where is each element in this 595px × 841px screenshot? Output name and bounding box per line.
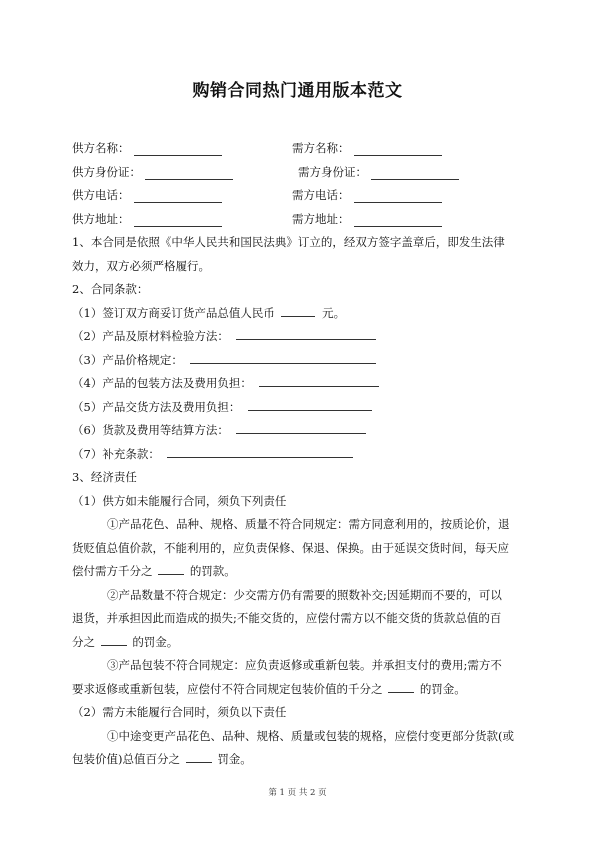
- supplier-phone-label: 供方电话：: [72, 188, 130, 202]
- clause-1-line-1: 1、本合同是依照《中华人民共和国民法典》订立的，经双方签字盖章后，即发生法律: [72, 235, 505, 249]
- supplier-item-2-text: 分之: [72, 634, 95, 649]
- supplier-id-field: [72, 161, 292, 185]
- term-4-text: （4）产品的包装方法及费用负担：: [72, 376, 252, 390]
- supplier-item-1-suffix: 的罚款。: [189, 564, 236, 578]
- contract-body: [72, 137, 528, 772]
- supplier-liability-heading: （1）供方如未能履行合同，须负下列责任: [72, 493, 287, 508]
- buyer-id-field: [292, 161, 528, 185]
- term-7-blank: [167, 443, 353, 458]
- term-6: [72, 419, 528, 443]
- supplier-address-blank: [134, 212, 222, 227]
- supplier-id-label: 供方身份证：: [72, 164, 141, 179]
- term-2-blank: [236, 325, 376, 340]
- party-row-phone: [72, 184, 528, 208]
- clause-3-heading: 3、经济责任: [72, 470, 137, 484]
- buyer-phone-blank: [354, 188, 442, 203]
- supplier-address-field: [72, 208, 292, 232]
- buyer-item-1-blank: [186, 748, 212, 763]
- supplier-item-2-suffix: 的罚金。: [132, 634, 179, 649]
- term-6-blank: [236, 419, 366, 434]
- buyer-address-blank: [354, 212, 442, 227]
- party-row-address: [72, 208, 528, 232]
- supplier-name-field: [72, 137, 292, 161]
- buyer-id-label: 需方身份证：: [298, 164, 367, 179]
- term-1-suffix: 元。: [322, 305, 346, 320]
- buyer-address-field: [292, 208, 528, 232]
- supplier-item-1-blank: [158, 560, 184, 575]
- term-1-text: （1）签订双方商妥订货产品总值人民币: [72, 305, 275, 320]
- supplier-item-3-blank: [388, 678, 414, 693]
- term-2-text: （2）产品及原材料检验方法：: [72, 329, 229, 343]
- supplier-item-1-line-1: ①产品花色、品种、规格、质量不符合同规定：需方同意利用的，按质论价，退: [107, 517, 510, 531]
- term-6-text: （6）货款及费用等结算方法：: [72, 423, 229, 437]
- supplier-item-3-suffix: 的罚金。: [419, 681, 466, 696]
- term-5-blank: [248, 396, 372, 411]
- term-7: [72, 443, 528, 467]
- supplier-item-3-line-1: ③产品包装不符合同规定：应负责返修或重新包装。并承担支付的费用;需方不: [107, 658, 502, 672]
- supplier-item-3-line-2: [72, 678, 528, 702]
- buyer-name-blank: [354, 141, 442, 156]
- supplier-item-1-line-2: 货贬值总值价款，不能利用的，应负责保修、保退、保换。由于延误交货时间，每天应: [72, 540, 509, 555]
- term-1: [72, 302, 528, 326]
- term-2: [72, 325, 528, 349]
- term-4: [72, 372, 528, 396]
- clause-2-heading: 2、合同条款：: [72, 282, 149, 296]
- buyer-name-label: 需方名称：: [292, 141, 350, 155]
- buyer-phone-field: [292, 184, 528, 208]
- term-4-blank: [259, 372, 379, 387]
- buyer-item-1-text: 包装价值)总值百分之: [72, 752, 180, 766]
- supplier-address-label: 供方地址：: [72, 211, 130, 226]
- supplier-phone-field: [72, 184, 292, 208]
- supplier-item-2-line-1: ②产品数量不符合规定：少交需方仍有需要的照数补交;因延期而不要的，可以: [107, 587, 502, 602]
- term-3-blank: [190, 349, 376, 364]
- buyer-phone-label: 需方电话：: [292, 188, 350, 202]
- term-7-text: （7）补充条款：: [72, 446, 160, 461]
- buyer-name-field: [292, 137, 528, 161]
- term-3-text: （3）产品价格规定：: [72, 352, 183, 367]
- supplier-item-2-line-3: [72, 631, 528, 655]
- buyer-item-1-suffix: 罚金。: [217, 752, 252, 766]
- document-title: 购销合同热门通用版本范文: [192, 81, 403, 101]
- term-5: [72, 396, 528, 420]
- supplier-item-3-text: 要求返修或重新包装，应偿付不符合同规定包装价值的千分之: [72, 681, 383, 696]
- supplier-name-blank: [134, 141, 222, 156]
- term-3: [72, 349, 528, 373]
- supplier-phone-blank: [134, 188, 222, 203]
- party-row-id: [72, 161, 528, 185]
- clause-1-line-2: 效力，双方必须严格履行。: [72, 258, 210, 273]
- buyer-item-1-line-2: [72, 748, 528, 772]
- supplier-item-1-text: 偿付需方千分之: [72, 564, 153, 578]
- buyer-liability-heading: （2）需方未能履行合同时，须负以下责任: [72, 705, 287, 719]
- supplier-id-blank: [145, 165, 233, 180]
- page-footer: 第 1 页 共 2 页: [268, 788, 327, 798]
- buyer-item-1-line-1: ①中途变更产品花色、品种、规格、质量或包装的规格，应偿付变更部分货款(或: [107, 728, 514, 743]
- term-5-text: （5）产品交货方法及费用负担：: [72, 399, 241, 414]
- buyer-id-blank: [371, 165, 459, 180]
- supplier-name-label: 供方名称：: [72, 141, 130, 155]
- supplier-item-2-blank: [101, 631, 127, 646]
- term-1-blank: [281, 302, 315, 317]
- party-row-name: [72, 137, 528, 161]
- supplier-item-1-line-3: [72, 560, 528, 584]
- buyer-address-label: 需方地址：: [292, 211, 350, 226]
- supplier-item-2-line-2: 退货，并承担因此而造成的损失;不能交货的，应偿付需方以不能交货的货款总值的百: [72, 611, 502, 625]
